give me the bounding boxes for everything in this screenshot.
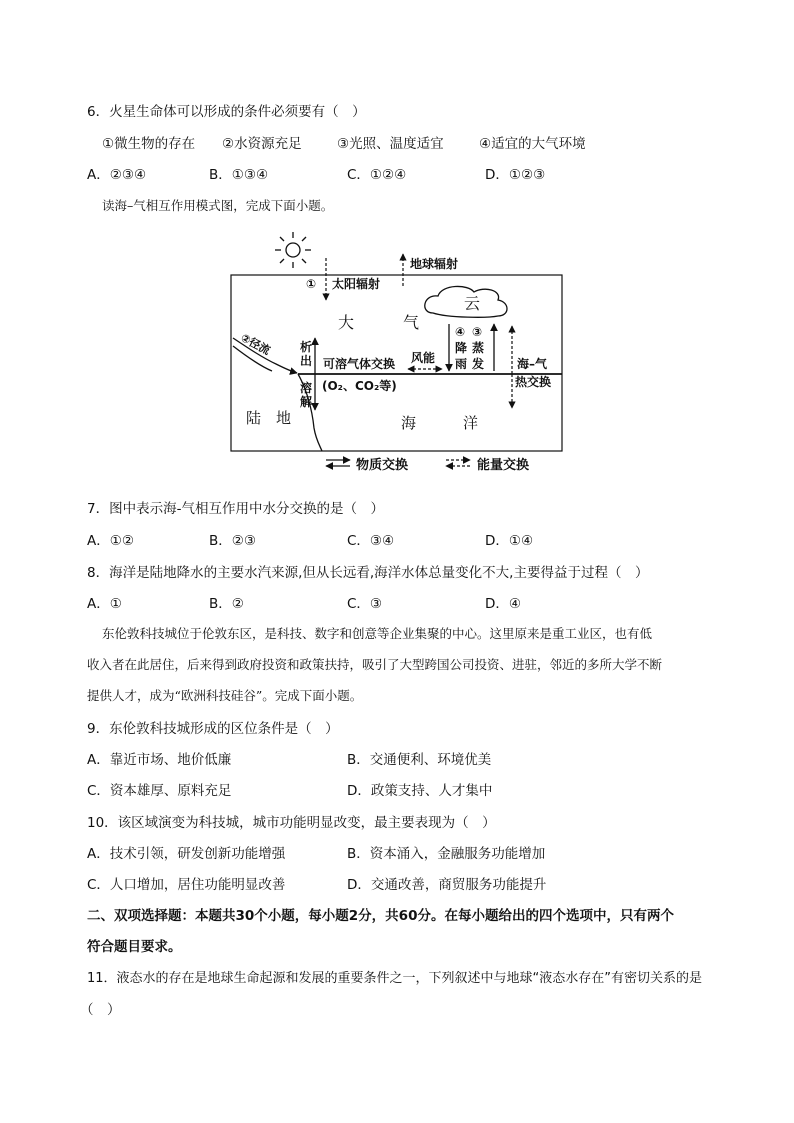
- q9-option-d: D．政策支持、人才集中: [347, 783, 493, 799]
- legend-material-label: 物质交换: [356, 458, 409, 473]
- solar-number: ①: [306, 277, 317, 291]
- q7-option-a: A．①②: [87, 533, 134, 549]
- passage-line-2: 收入者在此居住，后来得到政府投资和政策扶持，吸引了大型跨国公司投资、进驻，邻近的多所大学不断: [87, 657, 663, 672]
- precip-label-2: 雨: [455, 357, 468, 371]
- q6-item-3: ③光照、温度适宜: [337, 136, 444, 152]
- q9-stem: 9．东伦敦科技城形成的区位条件是（ ）: [87, 721, 339, 737]
- q6-option-b: B．①③④: [209, 167, 269, 183]
- q6-item-4: ④适宜的大气环境: [479, 136, 586, 152]
- cloud-label: 云: [464, 294, 481, 313]
- q6-item-2: ②水资源充足: [222, 136, 302, 152]
- solar-radiation-label: 太阳辐射: [332, 277, 381, 291]
- q7-option-c: C．③④: [347, 533, 395, 549]
- gas-list-label: (O₂、CO₂等): [322, 379, 397, 393]
- heat-exchange-label-1: 海–气: [517, 357, 548, 371]
- dissolve-label-1: 溶: [300, 381, 313, 395]
- q6-option-c: C．①②④: [347, 167, 407, 183]
- q6-stem: 6．火星生命体可以形成的条件必须要有（ ）: [87, 104, 366, 120]
- q8-stem: 8．海洋是陆地降水的主要水汽来源,但从长远看,海洋水体总量变化不大,主要得益于过程（ ）: [87, 565, 649, 581]
- section-2-heading-line-1: 二、双项选择题：本题共30个小题，每小题2分，共60分。在每小题给出的四个选项中，只有两个: [87, 908, 674, 924]
- gas-exchange-label: 可溶气体交换: [323, 357, 396, 371]
- atmosphere-label-2: 气: [403, 313, 420, 332]
- legend: [326, 457, 529, 473]
- ocean-label-2: 洋: [463, 414, 479, 432]
- q8-option-d: D．④: [485, 596, 521, 612]
- q6-item-1: ①微生物的存在: [102, 136, 196, 152]
- q8-option-b: B．②: [209, 596, 244, 612]
- release-label-2: 出: [300, 354, 313, 368]
- q7-option-b: B．②③: [209, 533, 256, 549]
- atmosphere-label-1: 大: [338, 313, 355, 332]
- q10-stem: 10．该区域演变为科技城，城市功能明显改变，最主要表现为（ ）: [87, 815, 496, 831]
- release-label-1: 析: [300, 340, 313, 354]
- section-2-heading-line-2: 符合题目要求。: [87, 939, 182, 955]
- q9-option-a: A．靠近市场、地价低廉: [87, 752, 232, 768]
- wind-energy-label: 风能: [411, 351, 436, 365]
- q6-option-d: D．①②③: [485, 167, 546, 183]
- land-label: 陆 地: [246, 409, 292, 427]
- q8-option-a: A．①: [87, 596, 122, 612]
- q9-option-c: C．资本雄厚、原料充足: [87, 783, 232, 799]
- runoff-label: ②径流: [238, 331, 273, 358]
- q9-option-b: B．交通便利、环境优美: [347, 752, 492, 768]
- dissolve-label-2: 解: [300, 395, 313, 409]
- q10-option-c: C．人口增加，居住功能明显改善: [87, 877, 286, 893]
- evap-label-1: 蒸: [472, 341, 485, 355]
- reading-instruction-1: 读海–气相互作用模式图，完成下面小题。: [102, 198, 334, 213]
- q11-paren: （ ）: [80, 1002, 121, 1018]
- q10-option-b: B．资本涌入，金融服务功能增加: [347, 846, 546, 862]
- q8-option-c: C．③: [347, 596, 383, 612]
- evap-number: ③: [472, 325, 483, 339]
- ocean-label-1: 海: [401, 414, 417, 432]
- precip-number: ④: [455, 325, 466, 339]
- legend-energy-label: 能量交换: [477, 458, 530, 473]
- heat-exchange-label-2: 热交换: [515, 375, 552, 389]
- q10-option-d: D．交通改善，商贸服务功能提升: [347, 877, 547, 893]
- q7-option-d: D．①④: [485, 533, 534, 549]
- evap-label-2: 发: [472, 357, 485, 371]
- q10-option-a: A．技术引领，研发创新功能增强: [87, 846, 286, 862]
- passage-line-3: 提供人才，成为“欧洲科技硅谷”。完成下面小题。: [87, 688, 363, 703]
- passage-line-1: 东伦敦科技城位于伦敦东区，是科技、数字和创意等企业集聚的中心。这里原来是重工业区，也有低: [102, 626, 653, 641]
- sea-air-interaction-diagram: [228, 228, 568, 486]
- sun-icon: [275, 232, 311, 268]
- precip-label-1: 降: [455, 341, 468, 355]
- earth-radiation-label: 地球辐射: [410, 257, 459, 271]
- q6-option-a: A．②③④: [87, 167, 147, 183]
- q7-stem: 7．图中表示海-气相互作用中水分交换的是（ ）: [87, 501, 384, 517]
- q11-stem: 11．液态水的存在是地球生命起源和发展的重要条件之一，下列叙述中与地球“液态水存在”有密切关系的是: [87, 971, 703, 986]
